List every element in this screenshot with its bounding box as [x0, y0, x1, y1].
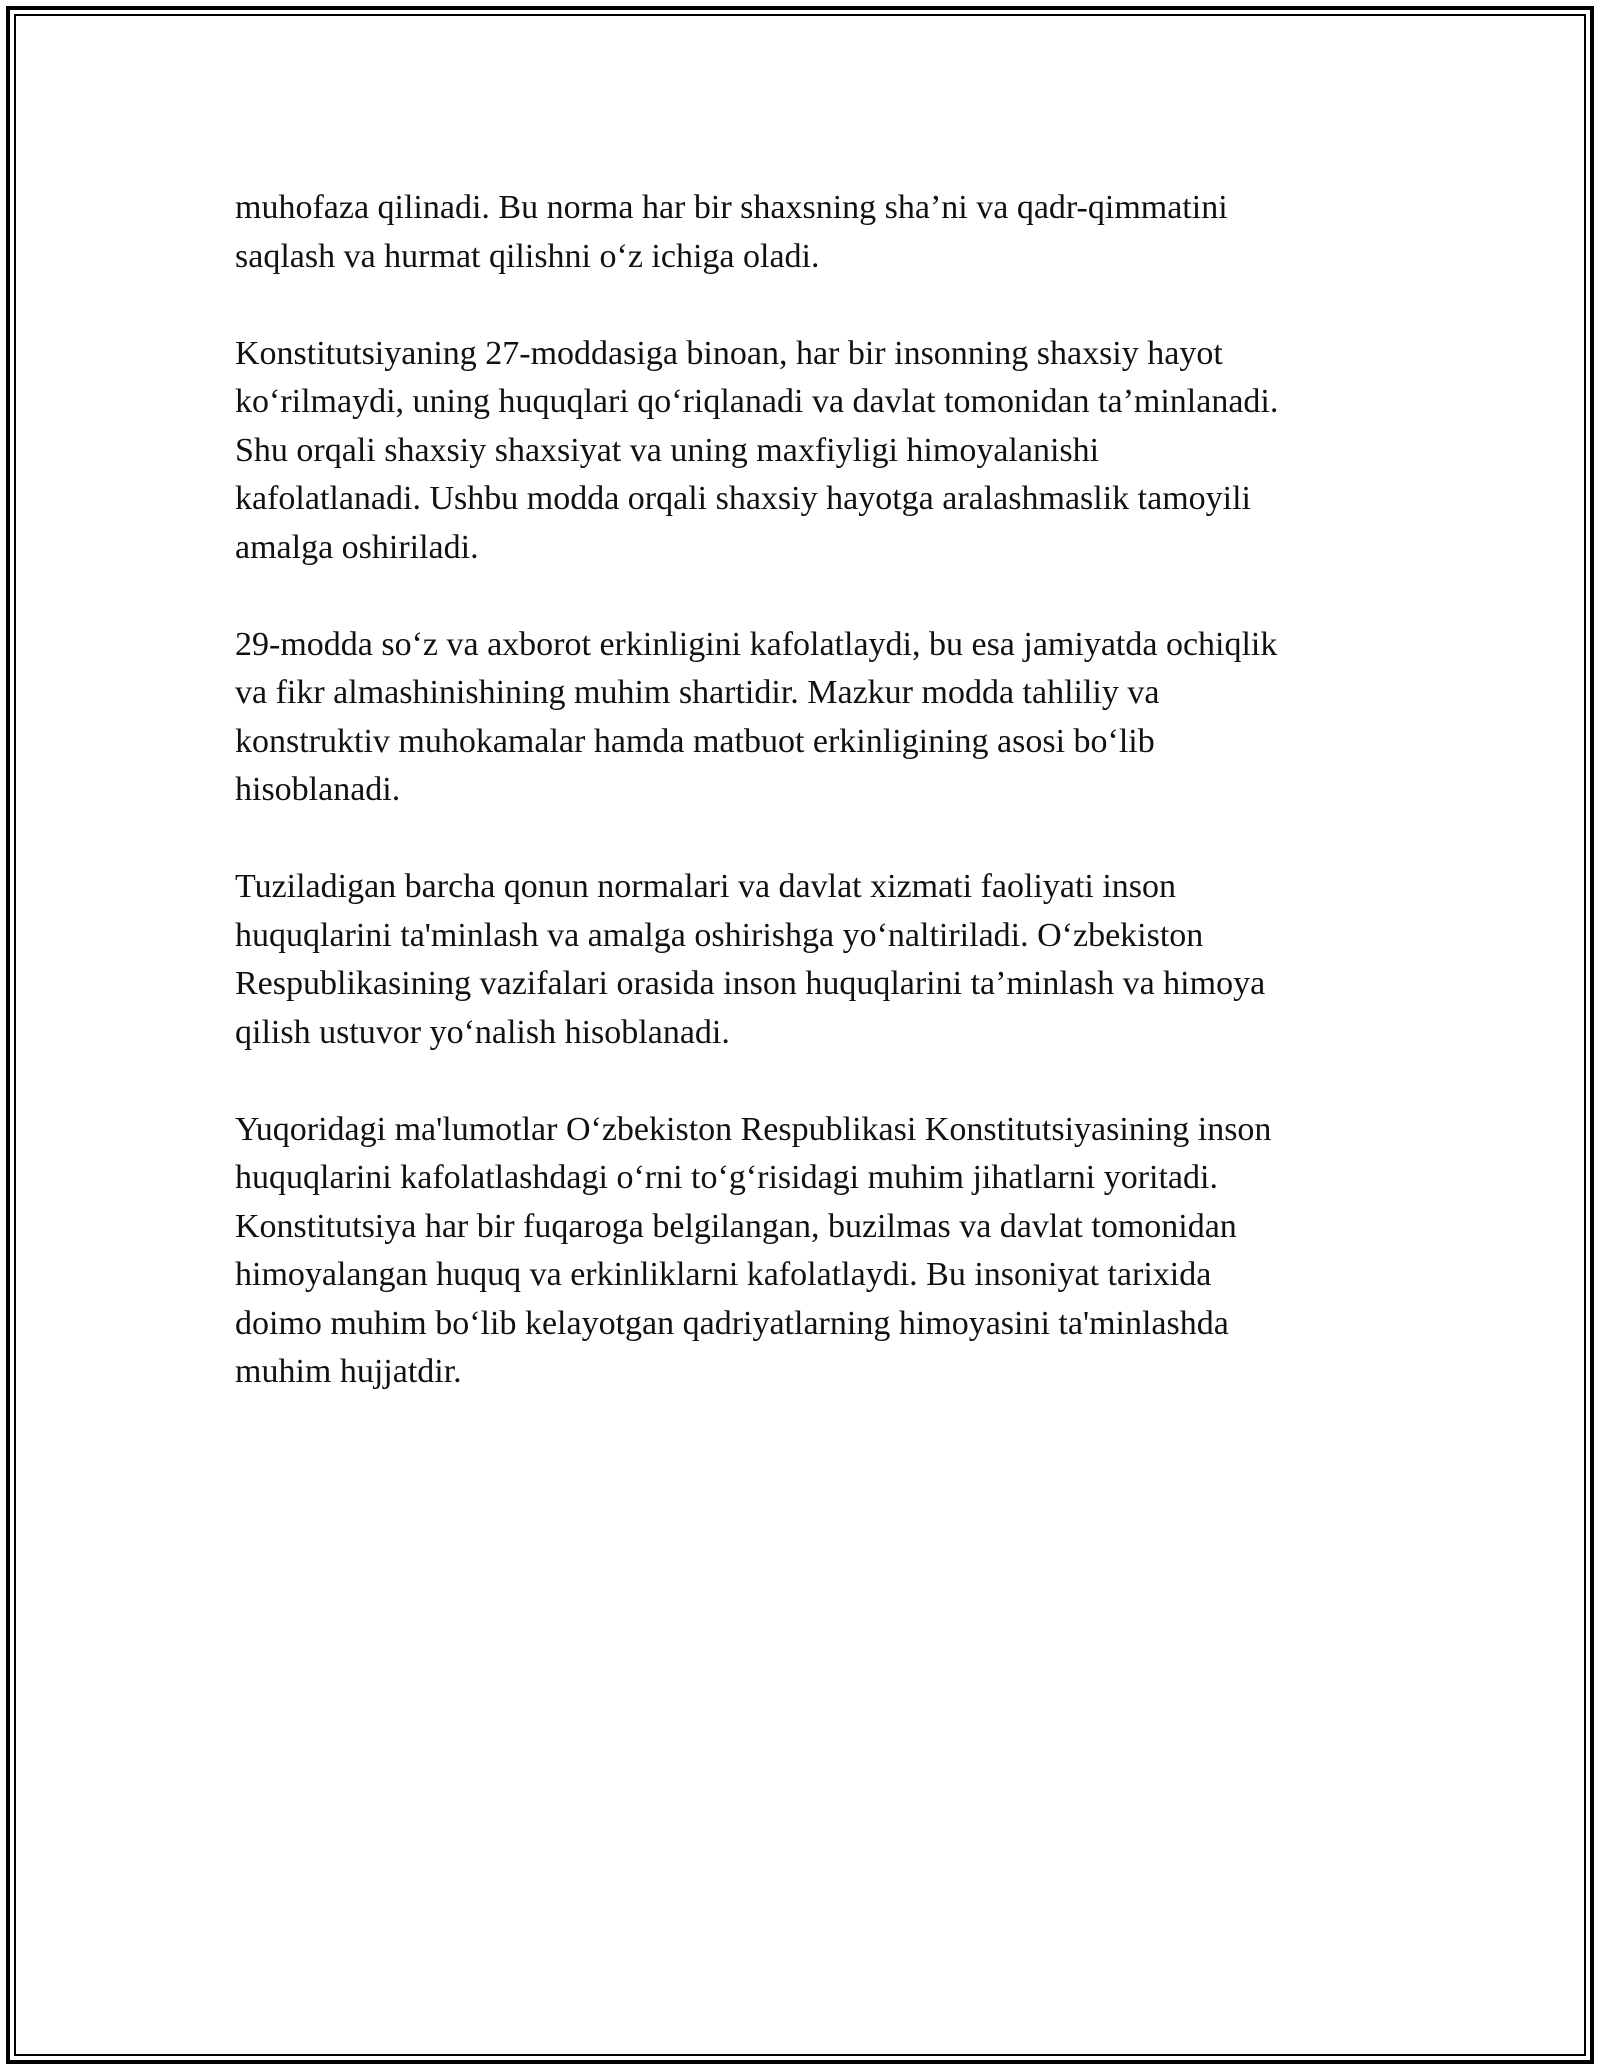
paragraph-2: Konstitutsiyaning 27-moddasiga binoan, har bir insonning shaxsiy hayot ko‘rilmaydi, uning huquqlari qo‘riqlanadi va davlat tomonidan ta’minlanadi. Shu orqali shaxsiy shaxsiyat va uning maxfiyligi himoyalanishi kafolatlanadi. Ushbu modda orqali shaxsiy hayotga aralashmaslik tamoyili amalga oshiriladi.	[235, 334, 1279, 566]
paragraph-5: Yuqoridagi ma'lumotlar O‘zbekiston Respublikasi Konstitutsiyasining inson huquqlarini kafolatlashdagi o‘rni to‘g‘risidagi muhim jihatlarni yoritadi. Konstitutsiya har bir fuqaroga belgilangan, buzilmas va davlat tomonidan himoyalangan huquq va erkinliklarni kafolatlaydi. Bu insoniyat tarixida doimo muhim bo‘lib kelayotgan qadriyatlarning himoyasini ta'minlashda muhim hujjatdir.	[235, 1110, 1272, 1390]
paragraph-1: muhofaza qilinadi. Bu norma har bir shaxsning sha’ni va qadr-qimmatini saqlash va hurmat qilishni o‘z ichiga oladi.	[235, 189, 1228, 275]
paragraph-3: 29-modda so‘z va axborot erkinligini kafolatlaydi, bu esa jamiyatda ochiqlik va fikr almashinishining muhim shartidir. Mazkur modda tahliliy va konstruktiv muhokamalar hamda matbuot erkinligining asosi bo‘lib hisoblanadi.	[235, 625, 1278, 808]
document-body	[235, 184, 1375, 1445]
paragraph-4: Tuziladigan barcha qonun normalari va davlat xizmati faoliyati inson huquqlarini ta'minlash va amalga oshirishga yo‘naltiriladi. O‘zbekiston Respublikasining vazifalari orasida inson huquqlarini ta’minlash va himoya qilish ustuvor yo‘nalish hisoblanadi.	[235, 868, 1266, 1051]
